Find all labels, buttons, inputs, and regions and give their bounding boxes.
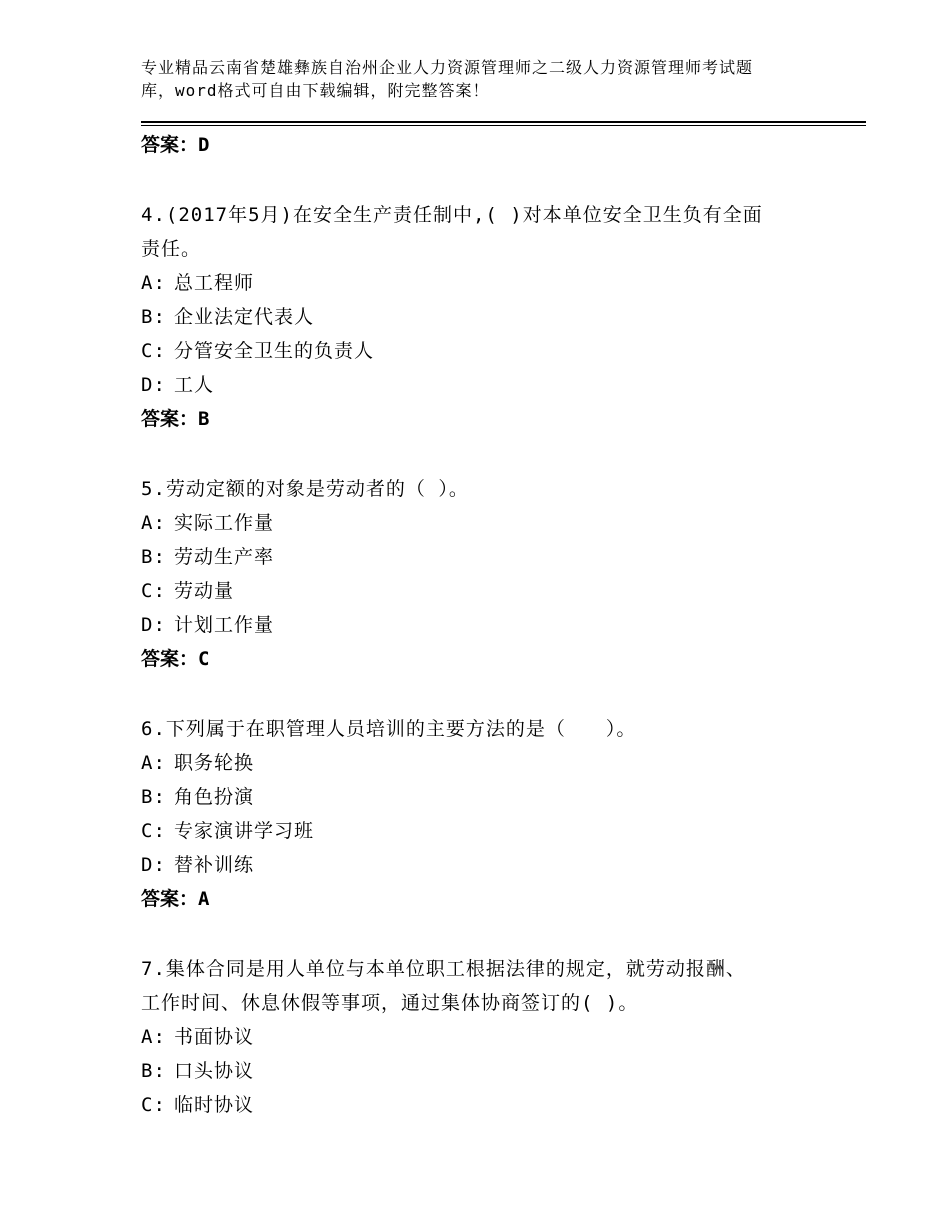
- option-d: [141, 848, 841, 882]
- question-4-text: [141, 198, 841, 266]
- option-text: 企业法定代表人: [174, 306, 315, 328]
- question-6-line-1: 6.下列属于在职管理人员培训的主要方法的是（ ）。: [141, 718, 637, 740]
- option-text: 实际工作量: [174, 512, 275, 534]
- question-7-line-1: 7.集体合同是用人单位与本单位职工根据法律的规定，就劳动报酬、: [141, 958, 746, 980]
- option-key: C:: [141, 820, 166, 842]
- option-key: A:: [141, 752, 166, 774]
- option-b: [141, 300, 841, 334]
- answer-letter: C: [198, 648, 210, 670]
- option-text: 计划工作量: [174, 614, 275, 636]
- question-4-line-2: 责任。: [141, 238, 202, 260]
- question-6-answer: [141, 882, 841, 916]
- option-key: D:: [141, 374, 166, 396]
- option-key: D:: [141, 854, 166, 876]
- option-d: [141, 368, 841, 402]
- option-key: B:: [141, 546, 166, 568]
- header-rule-thin: [141, 125, 866, 126]
- answer-prev: [141, 128, 841, 162]
- question-5-text: [141, 472, 841, 506]
- option-a: [141, 746, 841, 780]
- option-c: [141, 574, 841, 608]
- option-key: B:: [141, 1060, 166, 1082]
- option-a: [141, 266, 841, 300]
- option-key: A:: [141, 1026, 166, 1048]
- answer-letter: A: [198, 888, 210, 910]
- option-key: A:: [141, 272, 166, 294]
- option-a: [141, 506, 841, 540]
- document-header: [141, 56, 821, 102]
- answer-letter: B: [198, 408, 210, 430]
- option-text: 口头协议: [174, 1060, 255, 1082]
- question-5-line-1: 5.劳动定额的对象是劳动者的（ ）。: [141, 478, 469, 500]
- option-text: 劳动生产率: [174, 546, 275, 568]
- option-text: 临时协议: [174, 1094, 255, 1116]
- option-text: 劳动量: [174, 580, 235, 602]
- option-key: B:: [141, 786, 166, 808]
- option-key: C:: [141, 1094, 166, 1116]
- option-text: 专家演讲学习班: [174, 820, 315, 842]
- option-c: [141, 814, 841, 848]
- option-text: 书面协议: [174, 1026, 255, 1048]
- answer-label: 答案：: [141, 408, 199, 430]
- question-list: [141, 128, 841, 1122]
- answer-label: 答案：: [141, 888, 199, 910]
- answer-label: 答案：: [141, 648, 199, 670]
- option-key: B:: [141, 306, 166, 328]
- question-4: [141, 198, 841, 436]
- question-7: [141, 952, 841, 1122]
- header-line-1: 专业精品云南省楚雄彝族自治州企业人力资源管理师之二级人力资源管理师考试题: [141, 58, 754, 77]
- answer-label: 答案：: [141, 134, 199, 156]
- option-a: [141, 1020, 841, 1054]
- question-4-answer: [141, 402, 841, 436]
- question-7-line-2: 工作时间、休息休假等事项，通过集体协商签订的( )。: [141, 992, 639, 1014]
- option-text: 角色扮演: [174, 786, 255, 808]
- question-7-text: [141, 952, 841, 1020]
- option-key: A:: [141, 512, 166, 534]
- question-6-text: [141, 712, 841, 746]
- option-key: C:: [141, 340, 166, 362]
- option-c: [141, 334, 841, 368]
- option-key: C:: [141, 580, 166, 602]
- option-c: [141, 1088, 841, 1122]
- header-line-2: 库，word格式可自由下载编辑，附完整答案！: [141, 81, 490, 100]
- header-rule-thick: [141, 121, 866, 123]
- answer-letter: D: [198, 134, 210, 156]
- option-b: [141, 780, 841, 814]
- option-d: [141, 608, 841, 642]
- option-text: 替补训练: [174, 854, 255, 876]
- option-text: 职务轮换: [174, 752, 255, 774]
- question-5-answer: [141, 642, 841, 676]
- option-text: 总工程师: [174, 272, 255, 294]
- option-b: [141, 540, 841, 574]
- question-5: [141, 472, 841, 676]
- question-4-line-1: 4.(2017年5月)在安全生产责任制中,( )对本单位安全卫生负有全面: [141, 204, 763, 226]
- question-6: [141, 712, 841, 916]
- option-text: 分管安全卫生的负责人: [174, 340, 375, 362]
- option-text: 工人: [174, 374, 215, 396]
- option-b: [141, 1054, 841, 1088]
- option-key: D:: [141, 614, 166, 636]
